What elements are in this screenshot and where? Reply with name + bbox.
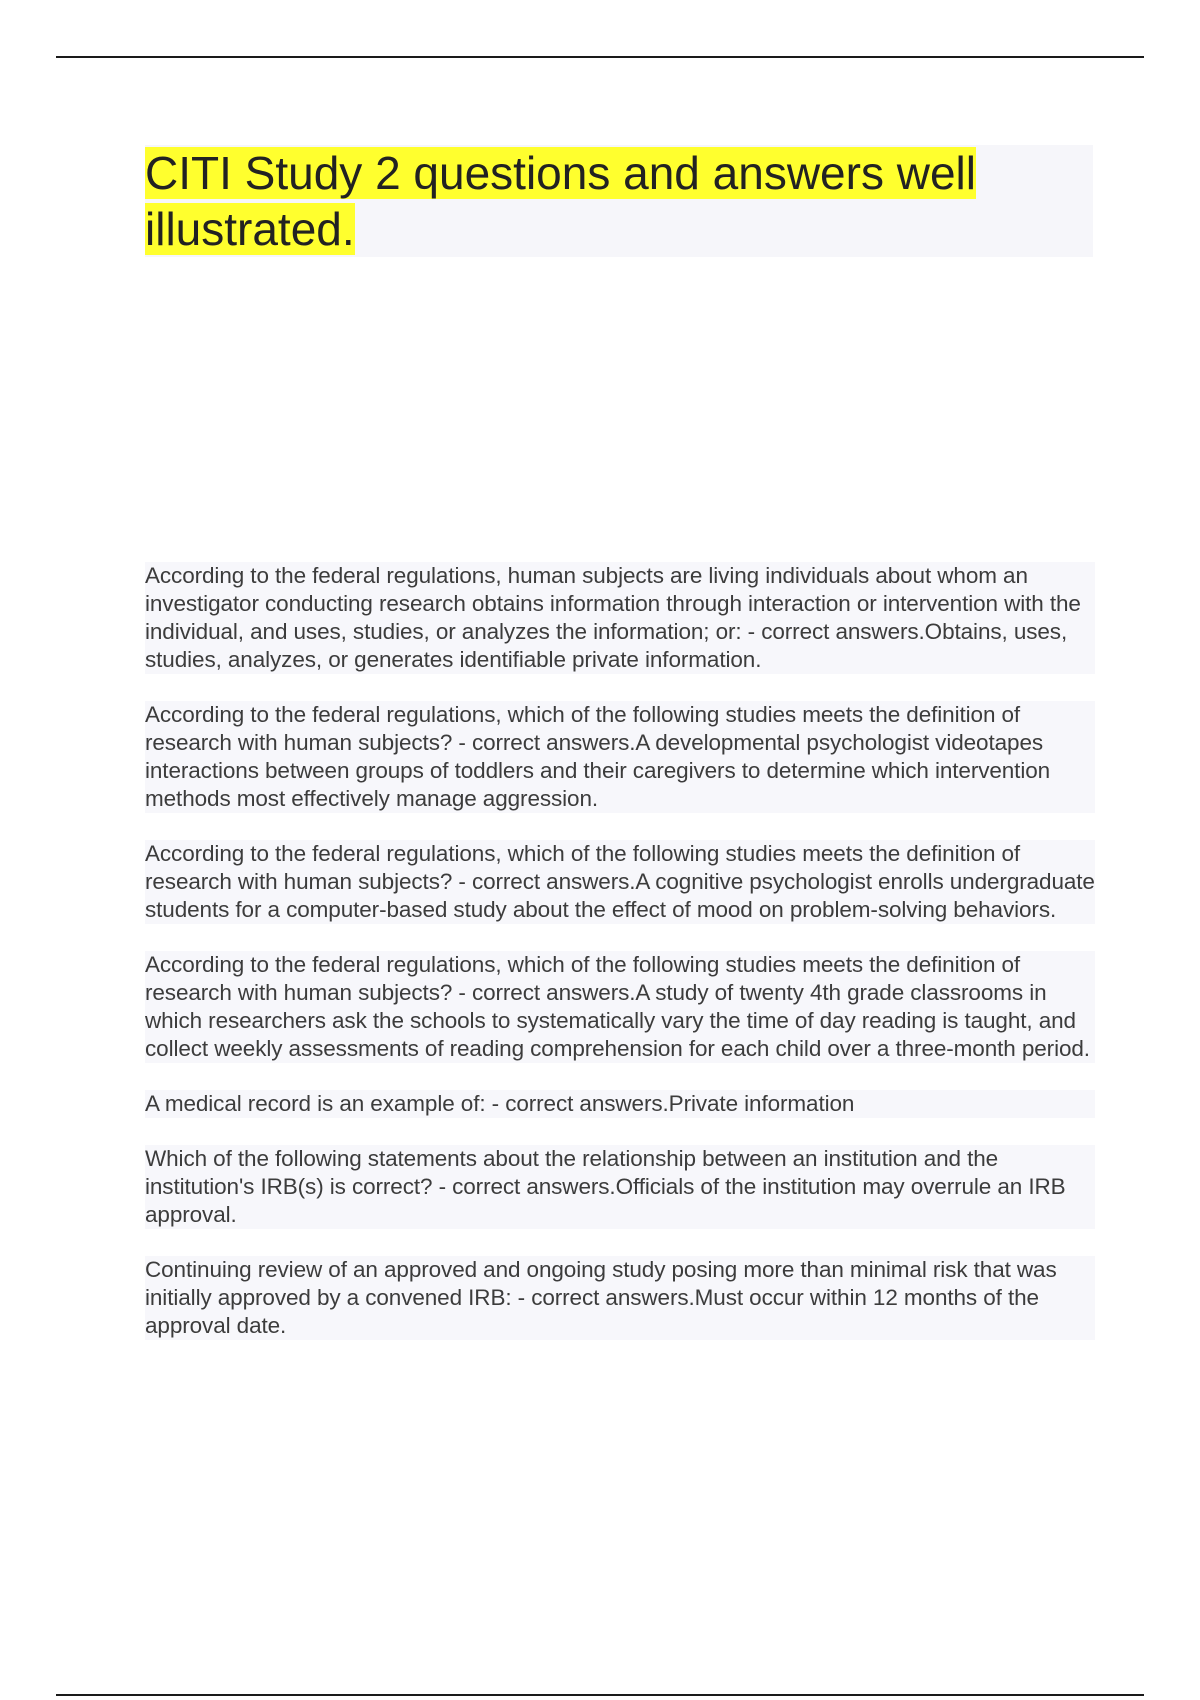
top-divider [56, 56, 1144, 58]
title-block [145, 145, 1093, 257]
qa-item: A medical record is an example of: - correct answers.Private information [145, 1090, 1095, 1118]
qa-item: According to the federal regulations, which of the following studies meets the definition of research with human subjects? - correct answers.A cognitive psychologist enrolls undergraduate students for a computer-based study about the effect of mood on problem-solving behaviors. [145, 841, 1095, 922]
qa-item: According to the federal regulations, which of the following studies meets the definition of research with human subjects? - correct answers.A study of twenty 4th grade classrooms in which researchers ask the schools to systematically vary the time of day reading is taught, and collect weekly assessments of reading comprehension for each child over a three-month period. [145, 951, 1095, 1063]
qa-list [145, 562, 1095, 1367]
document-title [145, 145, 1045, 257]
qa-item: Which of the following statements about the relationship between an institution and the institution's IRB(s) is correct? - correct answers.Officials of the institution may overrule an IRB approval. [145, 1145, 1095, 1229]
qa-item: According to the federal regulations, which of the following studies meets the definition of research with human subjects? - correct answers.A developmental psychologist videotapes interactions between groups of toddlers and their caregivers to determine which intervention methods most effectively manage aggression. [145, 701, 1095, 813]
qa-item: According to the federal regulations, human subjects are living individuals about whom an investigator conducting research obtains information through interaction or intervention with the individual, and uses, studies, or analyzes the information; or: - correct answers.Obtains, uses, studies, analyzes, or generates identifiable private information. [145, 562, 1095, 674]
qa-item: Continuing review of an approved and ongoing study posing more than minimal risk that was initially approved by a convened IRB: - correct answers.Must occur within 12 months of the approval date. [145, 1256, 1095, 1340]
bottom-divider [56, 1694, 1144, 1696]
title-highlight: CITI Study 2 questions and answers well illustrated. [145, 147, 976, 255]
